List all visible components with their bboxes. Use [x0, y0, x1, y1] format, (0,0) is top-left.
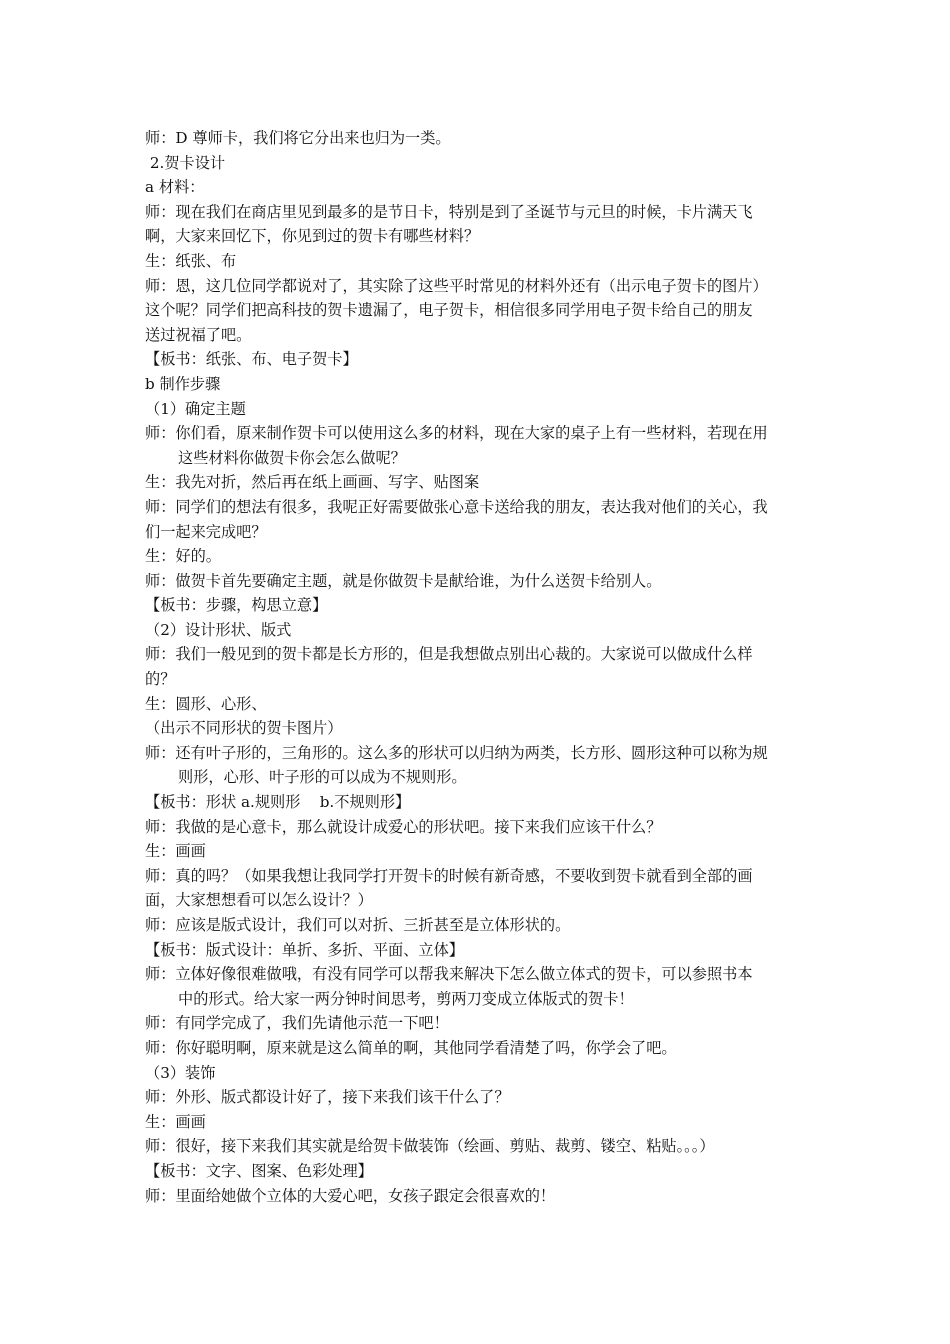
text-line: 师：很好，接下来我们其实就是给贺卡做装饰（绘画、剪贴、裁剪、镂空、粘贴。。。）	[145, 1137, 715, 1156]
text-line: 的？	[145, 670, 176, 689]
text-line: 师：立体好像很难做哦，有没有同学可以帮我来解决下怎么做立体式的贺卡，可以参照书本	[145, 965, 753, 984]
text-line: 这个呢？同学们把高科技的贺卡遗漏了，电子贺卡，相信很多同学用电子贺卡给自己的朋友	[145, 301, 753, 320]
text-line: 生：画画	[145, 1112, 206, 1131]
text-line: 中的形式。给大家一两分钟时间思考，剪两刀变成立体版式的贺卡！	[178, 989, 634, 1008]
text-line: 师：同学们的想法有很多，我呢正好需要做张心意卡送给我的朋友，表达我对他们的关心，我	[145, 497, 768, 516]
blackboard-note: 【板书：步骤，构思立意】	[145, 596, 328, 615]
text-line: 生：我先对折，然后再在纸上画画、写字、贴图案	[145, 473, 480, 492]
text-line: 师：外形、版式都设计好了，接下来我们该干什么了？	[145, 1088, 510, 1107]
text-line: 师：D 尊师卡，我们将它分出来也归为一类。	[145, 129, 451, 147]
step-heading: （3）装饰	[145, 1063, 216, 1082]
text-line: 生：好的。	[145, 547, 221, 566]
text-line: 师：有同学完成了，我们先请他示范一下吧！	[145, 1014, 449, 1033]
text-line: 师：你好聪明啊，原来就是这么简单的啊，其他同学看清楚了吗，你学会了吧。	[145, 1038, 677, 1057]
blackboard-note: 【板书：形状 a.规则形 b.不规则形】	[145, 793, 411, 812]
text-line: 师：真的吗？（如果我想让我同学打开贺卡的时候有新奇感，不要收到贺卡就看到全部的画	[145, 866, 753, 885]
text-line: 师：还有叶子形的，三角形的。这么多的形状可以归纳为两类，长方形、圆形这种可以称为规	[145, 743, 768, 762]
text-line: 们一起来完成吧？	[145, 522, 267, 541]
text-line: 师：做贺卡首先要确定主题，就是你做贺卡是献给谁，为什么送贺卡给别人。	[145, 571, 662, 590]
section-heading: 2.贺卡设计	[145, 153, 226, 172]
text-line: 生：圆形、心形、	[145, 694, 267, 713]
text-line: 师：应该是版式设计，我们可以对折、三折甚至是立体形状的。	[145, 916, 571, 934]
blackboard-note: 【板书：纸张、布、电子贺卡】	[145, 350, 358, 369]
subsection-heading: a 材料：	[145, 178, 205, 197]
text-line: 师：我做的是心意卡，那么就设计成爱心的形状吧。接下来我们应该干什么？	[145, 817, 662, 836]
text-line: 生：画画	[145, 842, 206, 861]
text-line: 这些材料你做贺卡你会怎么做呢？	[178, 448, 406, 467]
blackboard-note: 【板书：版式设计：单折、多折、平面、立体】	[145, 940, 464, 959]
text-line: 面，大家想想看可以怎么设计？）	[145, 891, 373, 910]
step-heading: （1）确定主题	[145, 399, 246, 418]
document-body	[145, 126, 810, 1208]
text-line: 师：恩，这几位同学都说对了，其实除了这些平时常见的材料外还有（出示电子贺卡的图片）	[145, 276, 768, 295]
text-line: 师：里面给她做个立体的大爱心吧，女孩子跟定会很喜欢的！	[145, 1186, 556, 1205]
text-line: 生：纸张、布	[145, 251, 237, 270]
text-line: 啊，大家来回忆下，你见到过的贺卡有哪些材料？	[145, 227, 480, 246]
text-line: （出示不同形状的贺卡图片）	[145, 719, 343, 738]
text-line: 师：现在我们在商店里见到最多的是节日卡，特别是到了圣诞节与元旦的时候，卡片满天飞	[145, 202, 753, 221]
text-line: 则形，心形、叶子形的可以成为不规则形。	[178, 768, 467, 787]
text-line: 师：我们一般见到的贺卡都是长方形的，但是我想做点别出心裁的。大家说可以做成什么样	[145, 645, 753, 664]
blackboard-note: 【板书：文字、图案、色彩处理】	[145, 1161, 373, 1180]
text-line: 师：你们看，原来制作贺卡可以使用这么多的材料，现在大家的桌子上有一些材料，若现在用	[145, 424, 768, 443]
text-line: 送过祝福了吧。	[145, 325, 252, 344]
step-heading: （2）设计形状、版式	[145, 620, 292, 639]
subsection-heading: b 制作步骤	[145, 374, 221, 393]
